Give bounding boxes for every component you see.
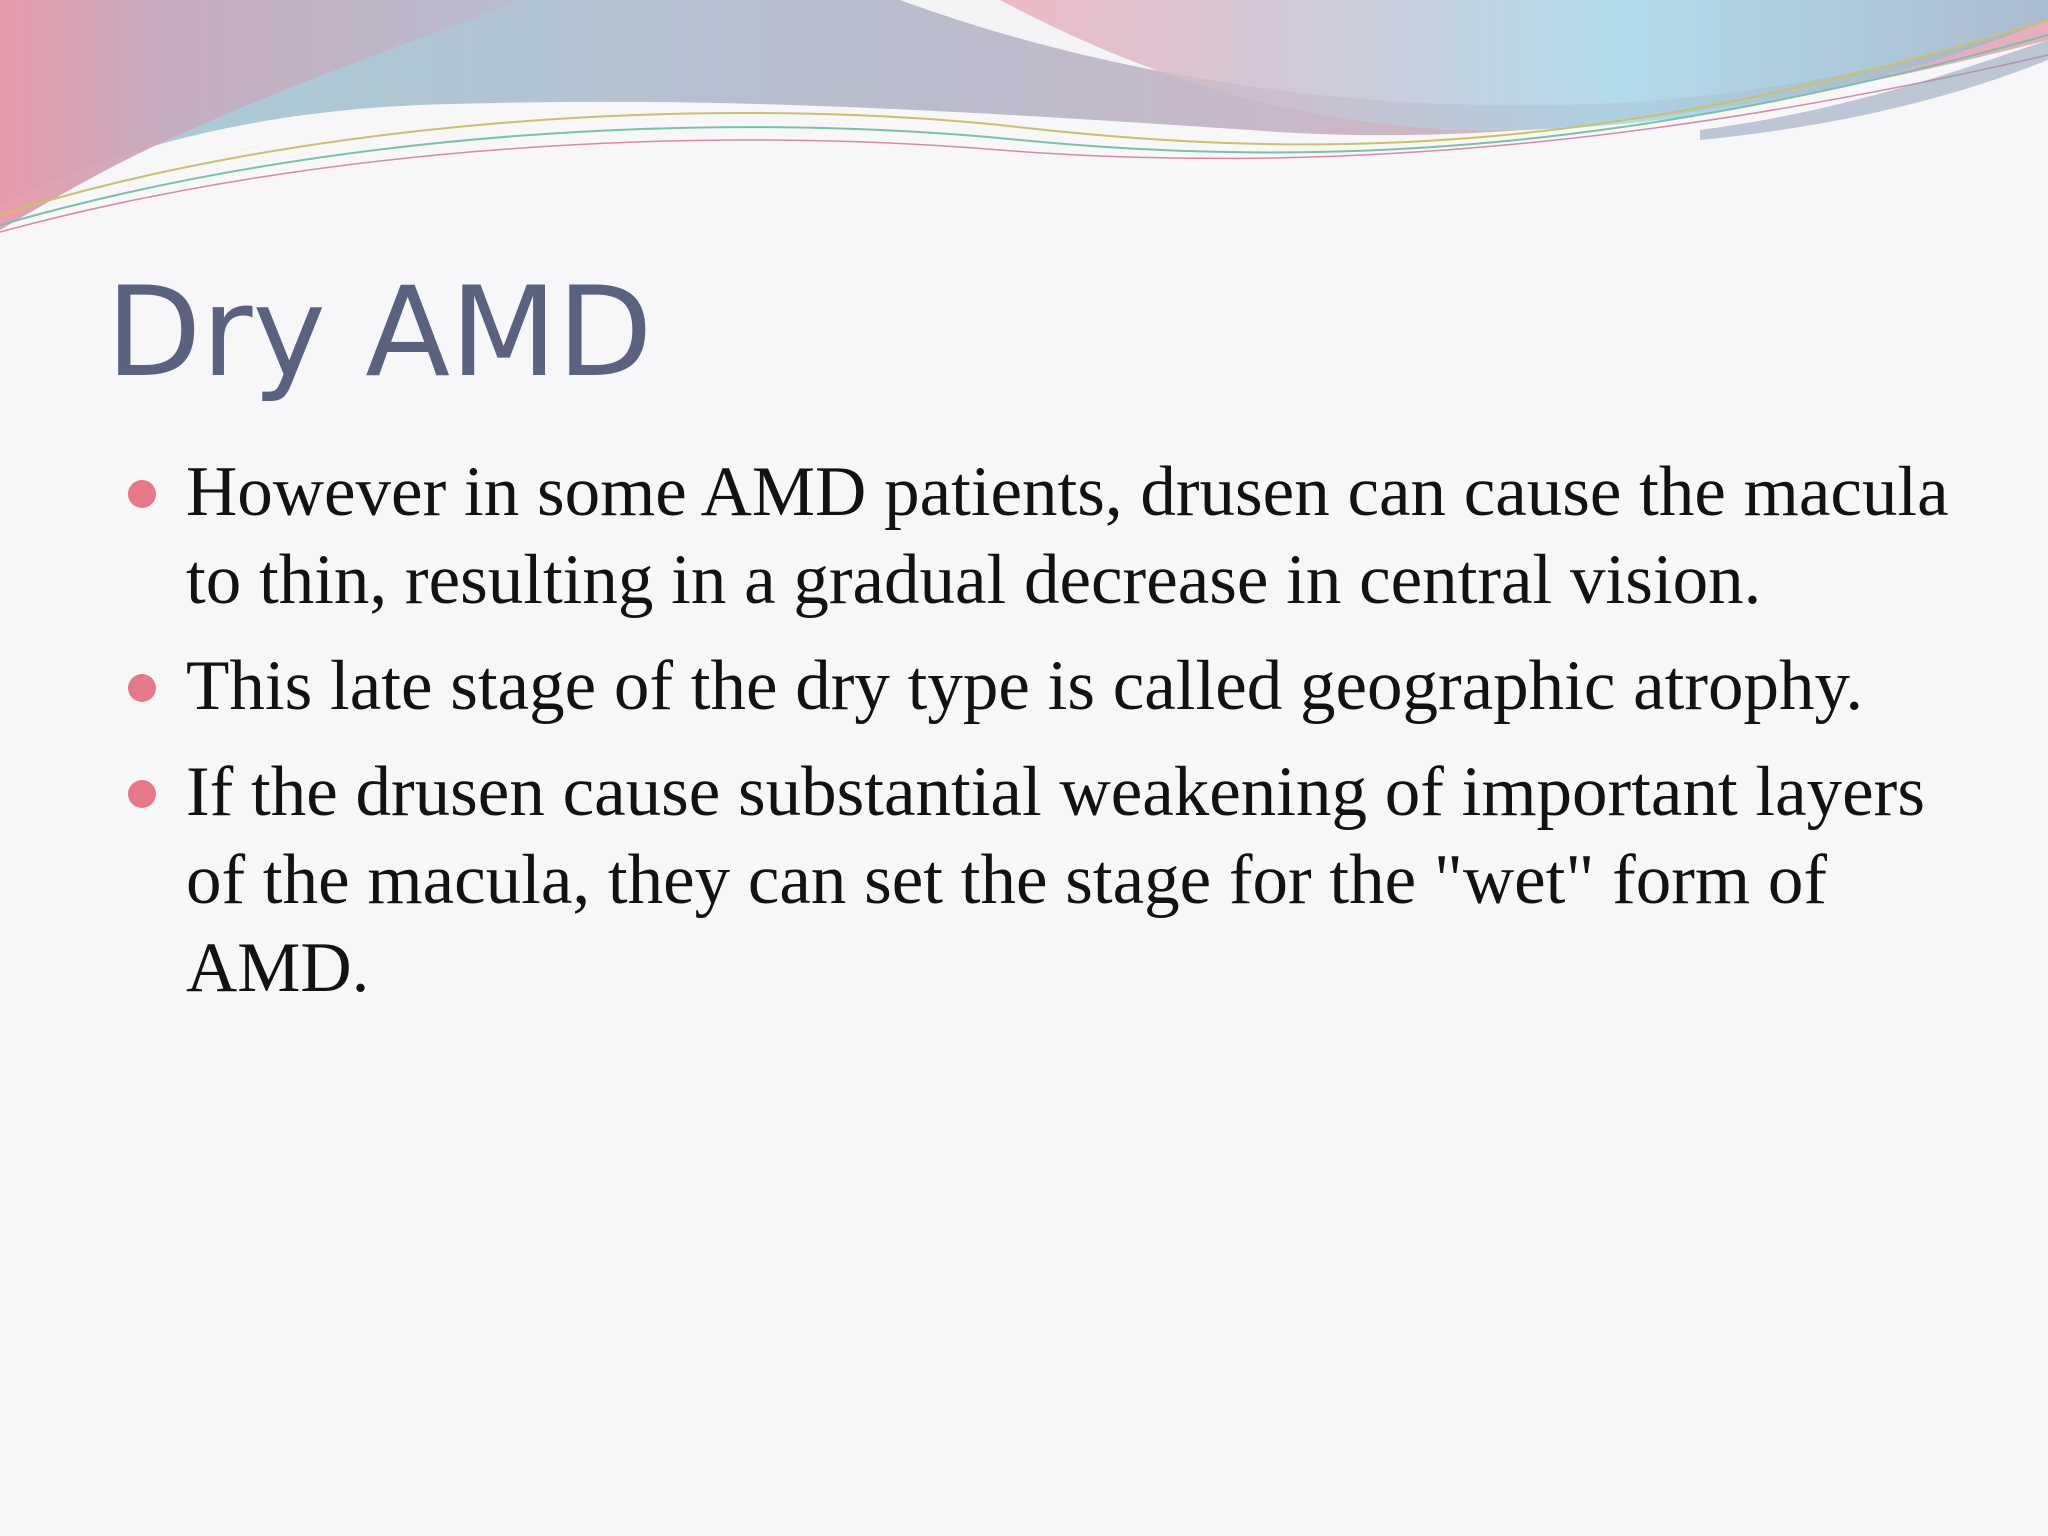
bullet-text: If the drusen cause substantial weakening of important layers of the macula, they can set the stage for the "wet" form of AMD. <box>186 753 1925 1007</box>
bullet-text: This late stage of the dry type is called geographic atrophy. <box>186 647 1864 725</box>
decorative-wave-header <box>0 0 2048 240</box>
slide-title: Dry AMD <box>106 261 653 405</box>
bullet-item <box>126 748 1986 1012</box>
bullet-list <box>126 448 1986 1030</box>
bullet-marker-icon <box>128 674 156 702</box>
bullet-item <box>126 448 1986 624</box>
bullet-marker-icon <box>128 780 156 808</box>
bullet-item <box>126 642 1986 730</box>
bullet-marker-icon <box>128 480 156 508</box>
bullet-text: However in some AMD patients, drusen can cause the macula to thin, resulting in a gradual decrease in central vision. <box>186 453 1949 619</box>
